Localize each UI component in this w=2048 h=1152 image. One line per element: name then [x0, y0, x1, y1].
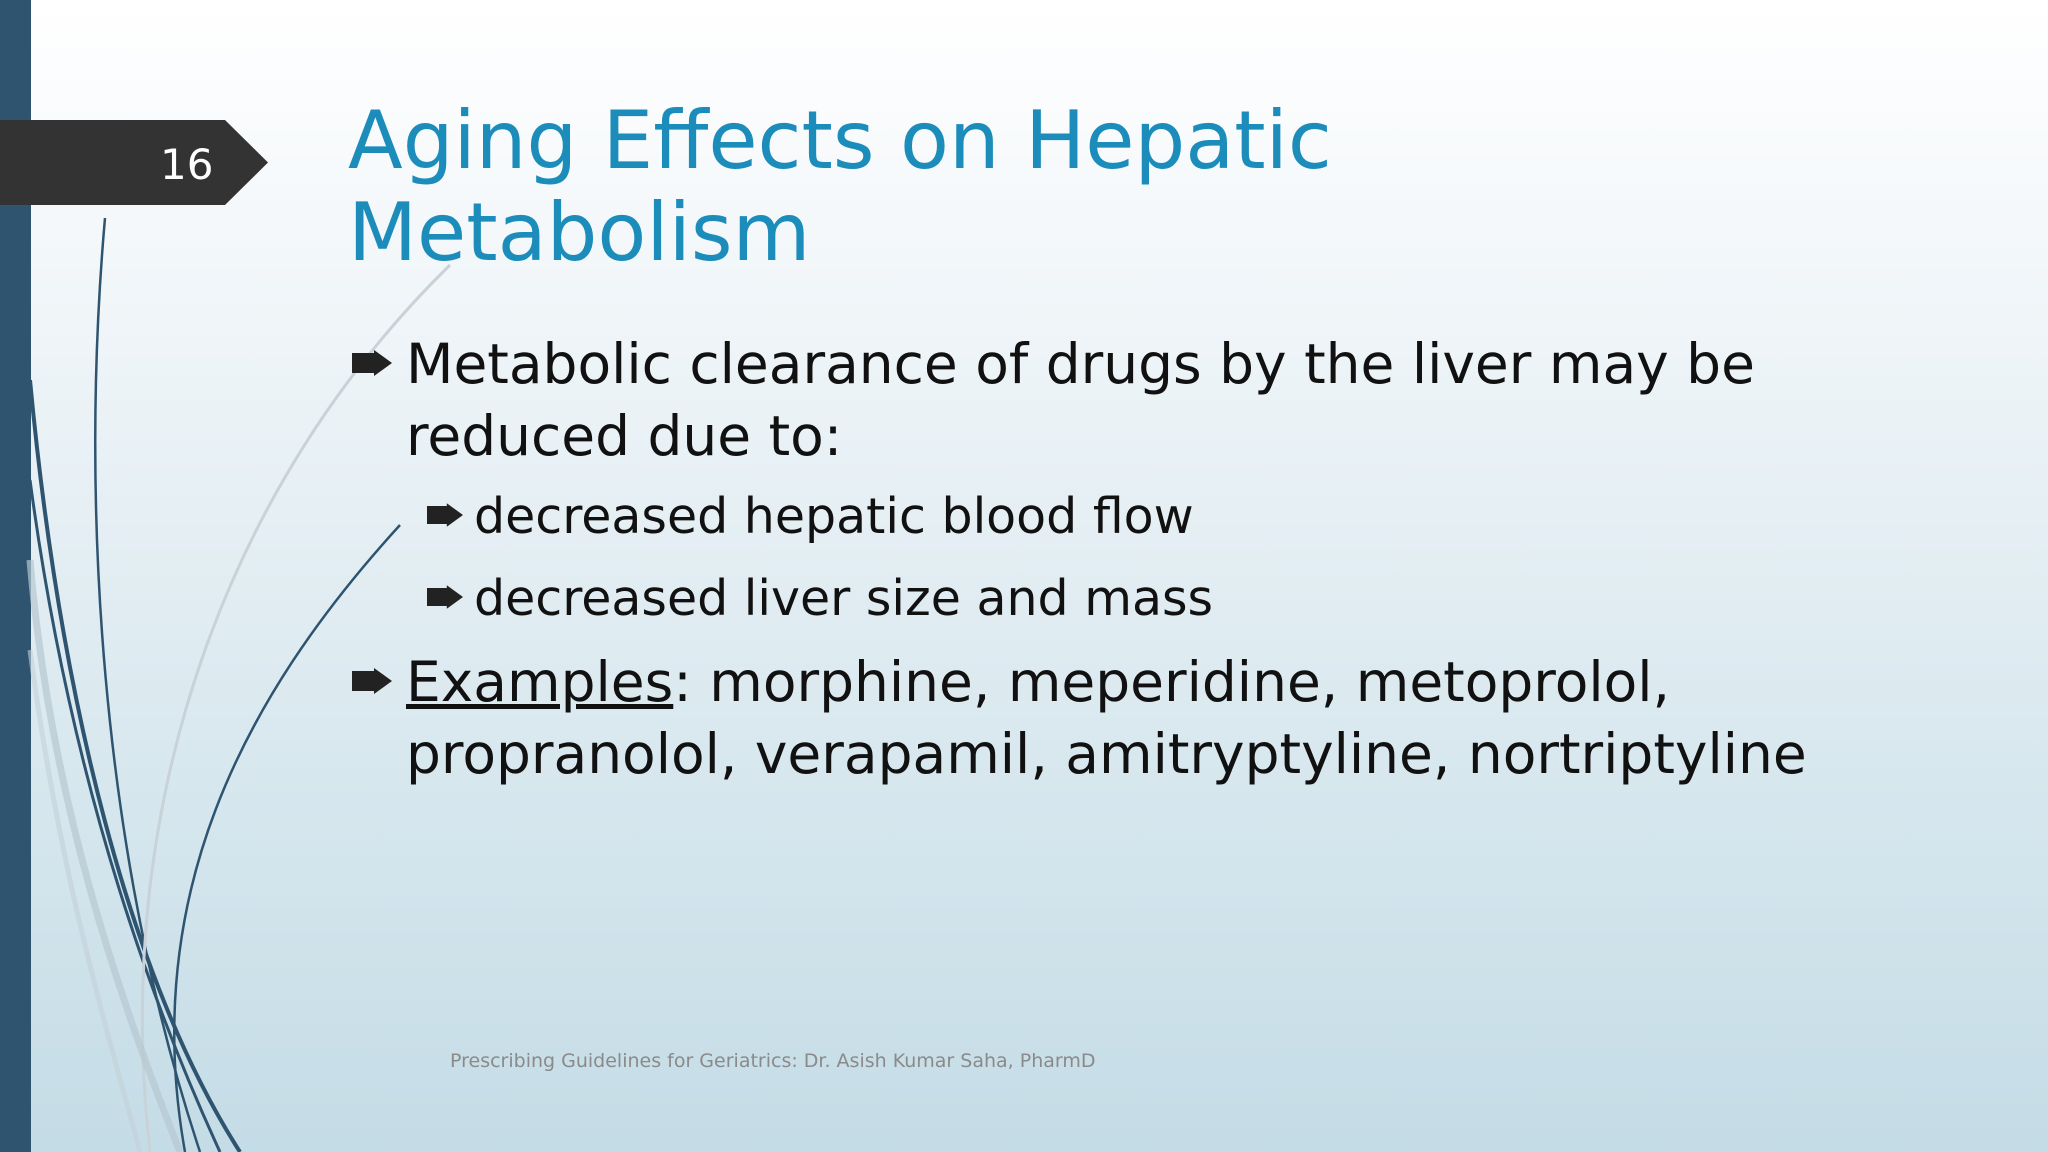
slide-number: 16: [160, 140, 214, 189]
examples-label: Examples: [406, 650, 674, 714]
slide-content: [352, 328, 1952, 790]
slide-title: [348, 95, 1848, 279]
arrow-bullet-icon: [427, 476, 463, 527]
bullet-item-2: [352, 646, 1952, 790]
sub-bullet-item-2: [352, 558, 1952, 640]
examples-list-text: : morphine, meperidine, metoprolol, propranolol, verapamil, amitryptyline, nortriptyline: [406, 650, 1807, 786]
slide-title-line-1: Aging Effects on Hepatic: [348, 94, 1332, 187]
arrow-bullet-icon: [427, 558, 463, 609]
sub-bullet-item-1-text: decreased hepatic blood flow: [474, 488, 1194, 545]
arrow-bullet-icon: [352, 646, 392, 694]
slide-footer: Prescribing Guidelines for Geriatrics: Dr. Asish Kumar Saha, PharmD: [450, 1050, 1096, 1072]
sub-bullet-item-1: [352, 476, 1952, 558]
slide-number-tab: [0, 120, 268, 205]
slide-title-line-2: Metabolism: [348, 186, 811, 279]
bullet-item-1-text: Metabolic clearance of drugs by the liver may be reduced due to:: [406, 332, 1755, 468]
sub-bullet-item-2-text: decreased liver size and mass: [474, 570, 1214, 627]
arrow-bullet-icon: [352, 328, 392, 376]
bullet-item-1: [352, 328, 1952, 472]
